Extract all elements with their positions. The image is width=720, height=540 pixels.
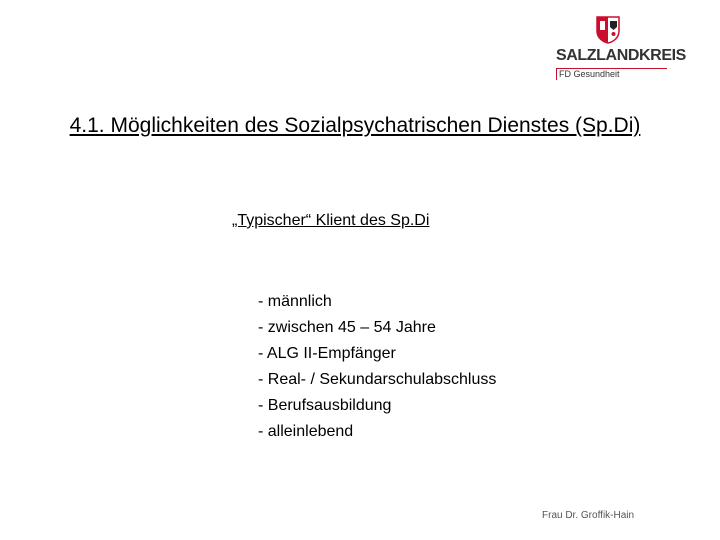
brand-name: SALZLANDKREIS [556, 47, 686, 64]
list-item: - männlich [258, 293, 332, 310]
slide-subtitle: „Typischer“ Klient des Sp.Di [232, 212, 430, 229]
list-item: - ALG II-Empfänger [258, 345, 396, 362]
footer-author: Frau Dr. Groffik-Hain [542, 510, 635, 521]
slide-title: 4.1. Möglichkeiten des Sozialpsychatrischen Dienstes (Sp.Di) [69, 114, 641, 137]
salzlandkreis-logo [552, 16, 686, 82]
list-item: - alleinlebend [258, 423, 354, 440]
list-item: - Berufsausbildung [258, 397, 392, 414]
coat-of-arms-icon [596, 16, 620, 44]
client-attributes-list [258, 289, 496, 445]
list-item: - zwischen 45 – 54 Jahre [258, 319, 436, 336]
brand-subtitle: FD Gesundheit [556, 69, 620, 80]
list-item: - Real- / Sekundarschulabschluss [258, 371, 497, 388]
